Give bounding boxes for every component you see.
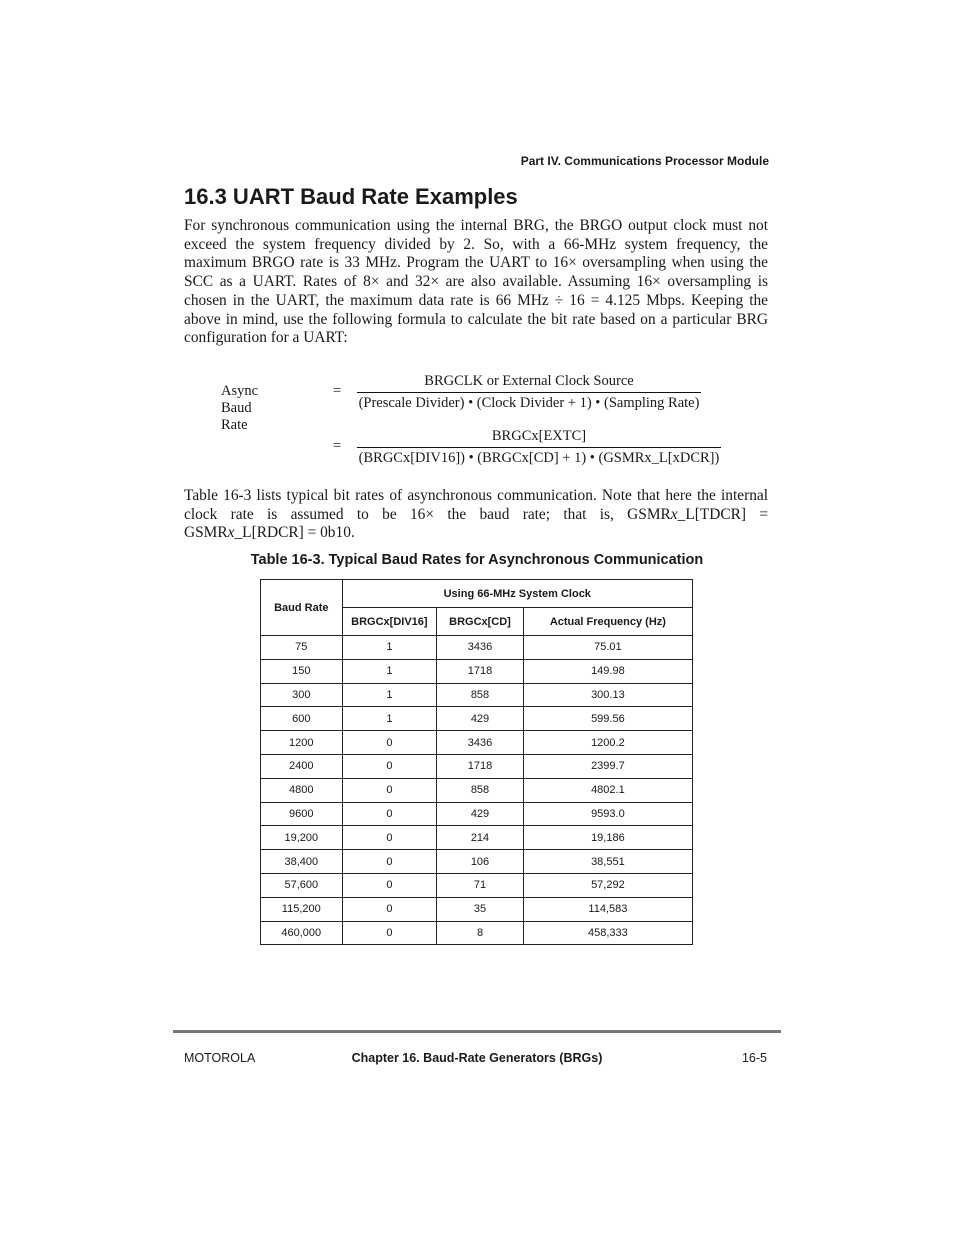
table-row: [261, 707, 693, 731]
formula-denominator-2: (BRGCx[DIV16]) • (BRGCx[CD] + 1) • (GSMRx_L[xDCR]): [357, 447, 722, 467]
cell-actual-frequency: 114,583: [523, 897, 692, 921]
cell-actual-frequency: 599.56: [523, 707, 692, 731]
cell-actual-frequency: 38,551: [523, 850, 692, 874]
table-row: [261, 754, 693, 778]
cell-actual-frequency: 9593.0: [523, 802, 692, 826]
cell-cd: 3436: [437, 636, 524, 660]
cell-baud-rate: 19,200: [261, 826, 343, 850]
table-row: [261, 683, 693, 707]
header-cd: BRGCx[CD]: [437, 608, 524, 636]
formula-fraction-1: [348, 373, 710, 412]
cell-div16: 0: [342, 731, 437, 755]
table-intro-paragraph: [184, 487, 768, 543]
cell-actual-frequency: 2399.7: [523, 754, 692, 778]
table-row: [261, 921, 693, 945]
cell-baud-rate: 38,400: [261, 850, 343, 874]
cell-div16: 1: [342, 636, 437, 660]
cell-baud-rate: 1200: [261, 731, 343, 755]
table-caption: Table 16-3. Typical Baud Rates for Asynchronous Communication: [250, 552, 704, 568]
formula-fraction-2: [346, 428, 732, 467]
cell-div16: 0: [342, 873, 437, 897]
header-baud-rate: Baud Rate: [261, 580, 343, 636]
cell-div16: 0: [342, 778, 437, 802]
formula-numerator-2: BRGCx[EXTC]: [491, 428, 587, 444]
table-intro-italic-x-1: x: [670, 505, 678, 523]
table-row: [261, 873, 693, 897]
formula-equals-2: =: [333, 438, 342, 454]
footer-page-number: 16-5: [741, 1051, 767, 1065]
cell-actual-frequency: 300.13: [523, 683, 692, 707]
cell-actual-frequency: 4802.1: [523, 778, 692, 802]
header-actual-frequency: Actual Frequency (Hz): [523, 608, 692, 636]
cell-baud-rate: 460,000: [261, 921, 343, 945]
section-title: 16.3 UART Baud Rate Examples: [184, 184, 518, 209]
cell-baud-rate: 2400: [261, 754, 343, 778]
table-row: [261, 636, 693, 660]
formula-denominator-1: (Prescale Divider) • (Clock Divider + 1) • (Sampling Rate): [357, 392, 702, 412]
cell-actual-frequency: 19,186: [523, 826, 692, 850]
formula-numerator-1: BRGCLK or External Clock Source: [424, 373, 634, 389]
header-div16: BRGCx[DIV16]: [342, 608, 437, 636]
cell-cd: 858: [437, 683, 524, 707]
cell-actual-frequency: 458,333: [523, 921, 692, 945]
table-row: [261, 850, 693, 874]
table-row: [261, 897, 693, 921]
table-intro-text-b: _L[TDCR] = GSMR: [184, 505, 769, 542]
cell-cd: 429: [437, 802, 524, 826]
footer-divider: [173, 1030, 781, 1033]
baud-rate-table: [260, 579, 693, 945]
cell-div16: 0: [342, 850, 437, 874]
cell-actual-frequency: 149.98: [523, 659, 692, 683]
table-intro-text-a: Table 16-3 lists typical bit rates of asynchronous communication. Note that here the internal clock rate is assumed to be 16× the baud rate; that is, GSMR: [184, 487, 768, 523]
cell-cd: 1718: [437, 754, 524, 778]
cell-cd: 214: [437, 826, 524, 850]
table-intro-text-c: _L[RDCR] = 0b10.: [234, 524, 355, 542]
cell-baud-rate: 4800: [261, 778, 343, 802]
footer-chapter-title: Chapter 16. Baud-Rate Generators (BRGs): [351, 1051, 603, 1065]
cell-baud-rate: 300: [261, 683, 343, 707]
cell-baud-rate: 115,200: [261, 897, 343, 921]
cell-actual-frequency: 75.01: [523, 636, 692, 660]
table-row: [261, 802, 693, 826]
table-intro-italic-x-2: x: [227, 524, 235, 542]
running-header: Part IV. Communications Processor Module: [520, 154, 769, 168]
cell-div16: 1: [342, 683, 437, 707]
cell-div16: 0: [342, 802, 437, 826]
cell-cd: 858: [437, 778, 524, 802]
table-row: [261, 659, 693, 683]
cell-cd: 35: [437, 897, 524, 921]
cell-baud-rate: 600: [261, 707, 343, 731]
cell-baud-rate: 9600: [261, 802, 343, 826]
table-row: [261, 826, 693, 850]
cell-actual-frequency: 1200.2: [523, 731, 692, 755]
formula-equals-1: =: [333, 383, 342, 399]
cell-cd: 8: [437, 921, 524, 945]
cell-div16: 0: [342, 754, 437, 778]
cell-cd: 3436: [437, 731, 524, 755]
header-system-clock-group: Using 66-MHz System Clock: [342, 580, 692, 608]
formula-label: Async Baud Rate: [221, 383, 259, 433]
cell-actual-frequency: 57,292: [523, 873, 692, 897]
table-row: [261, 731, 693, 755]
cell-baud-rate: 75: [261, 636, 343, 660]
cell-baud-rate: 57,600: [261, 873, 343, 897]
table-row: [261, 778, 693, 802]
cell-cd: 71: [437, 873, 524, 897]
cell-div16: 0: [342, 897, 437, 921]
table-body: [261, 636, 693, 945]
cell-cd: 1718: [437, 659, 524, 683]
cell-div16: 0: [342, 921, 437, 945]
cell-div16: 0: [342, 826, 437, 850]
cell-div16: 1: [342, 659, 437, 683]
cell-cd: 429: [437, 707, 524, 731]
footer-publisher: MOTOROLA: [184, 1051, 256, 1065]
cell-baud-rate: 150: [261, 659, 343, 683]
cell-div16: 1: [342, 707, 437, 731]
cell-cd: 106: [437, 850, 524, 874]
intro-paragraph: For synchronous communication using the internal BRG, the BRGO output clock must not exceed the system frequency divided by 2. So, with a 66-MHz system frequency, the maximum BRGO rate is 33 MHz. Program the UART to 16× oversampling when using the SCC as a UART. Rates of 8× and 32× are also available. Assuming 16× oversampling is chosen in the UART, the maximum data rate is 66 MHz ÷ 16 = 4.125 Mbps. Keeping the above in mind, use the following formula to calculate the bit rate based on a particular BRG configuration for a UART:: [184, 217, 768, 347]
